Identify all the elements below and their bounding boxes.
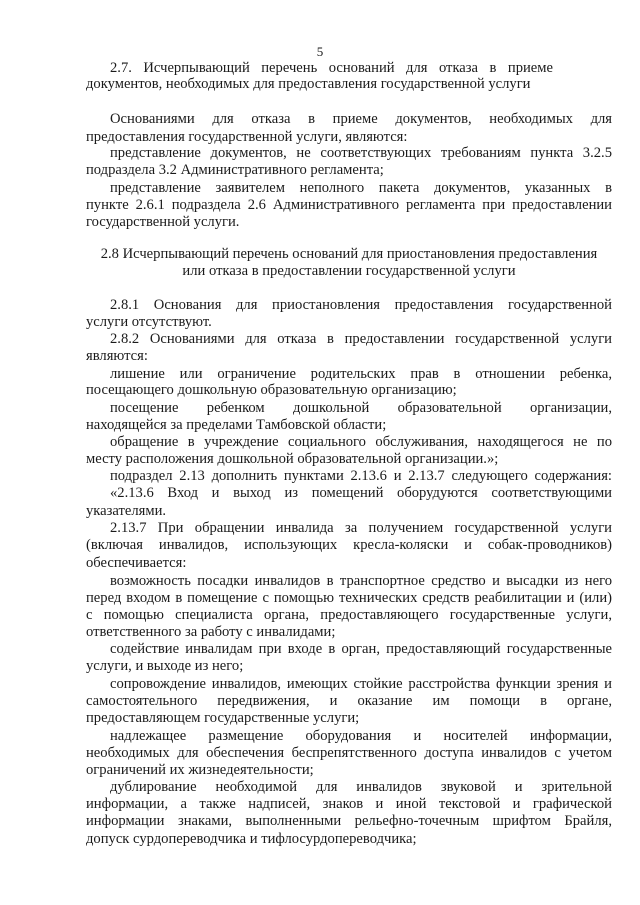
text-line: ответственного за работу с инвалидами; [86,624,336,640]
text-line: информации знаками, выполненными рельефно-точечным шрифтом Брайля, [86,813,612,829]
text-line: 2.8.1 Основания для приостановления предоставления государственной [110,297,612,313]
text-line: информации, а также надписей, знаков и иной текстовой и графической [86,796,612,812]
text-line: 2.7. Исчерпывающий перечень оснований для отказа в приеме [110,60,553,76]
text-line: предоставления государственной услуги, являются: [86,129,408,145]
text-line: самостоятельного передвижения, и оказание им помощи в органе, [86,693,612,709]
text-line: услуги отсутствуют. [86,314,212,330]
text-line: государственной услуги. [86,214,240,230]
text-line: с помощью специалиста органа, предоставляющего государственные услуги, [86,607,612,623]
text-line: обеспечивается: [86,555,187,571]
text-line: Основаниями для отказа в приеме документов, необходимых для [110,111,612,127]
text-line: посещение ребенком дошкольной образовательной организации, [110,400,612,416]
text-line: 2.8.2 Основаниями для отказа в предоставлении государственной услуги [110,331,612,347]
text-line: посещающего дошкольную образовательную организацию; [86,382,457,398]
text-line: подраздела 3.2 Административного регламента; [86,162,384,178]
text-line: пункте 2.6.1 подраздела 2.6 Административного регламента при предоставлении [86,197,612,213]
text-line: или отказа в предоставлении государственной услуги [182,263,516,279]
text-line: предоставляющем государственные услуги; [86,710,360,726]
text-line: находящейся за пределами Тамбовской области; [86,417,387,433]
text-line: необходимых для обеспечения беспрепятственного доступа инвалидов с учетом [86,745,612,761]
text-line: подраздел 2.13 дополнить пунктами 2.13.6 и 2.13.7 следующего содержания: [110,468,612,484]
text-line: ограничений их жизнедеятельности; [86,762,314,778]
page-number: 5 [316,44,324,59]
text-line: обращение в учреждение социального обслуживания, находящегося не по [110,434,612,450]
text-line: перед входом в помещение с помощью технических средств реабилитации и (или) [86,590,612,606]
text-line: лишение или ограничение родительских прав в отношении ребенка, [110,366,612,382]
text-line: являются: [86,348,148,364]
text-line: документов, необходимых для предоставления государственной услуги [86,76,531,92]
text-line: содействие инвалидам при входе в орган, предоставляющий государственные [110,641,612,657]
text-line: дублирование необходимой для инвалидов звуковой и зрительной [110,779,612,795]
text-line: «2.13.6 Вход и выход из помещений оборудуются соответствующими [110,485,612,501]
text-line: 2.8 Исчерпывающий перечень оснований для приостановления предоставления [100,246,598,262]
text-line: надлежащее размещение оборудования и носителей информации, [110,728,612,744]
text-line: месту расположения дошкольной образовательной организации.»; [86,451,499,467]
text-line: указателями. [86,503,167,519]
text-line: представление документов, не соответствующих требованиям пункта 3.2.5 [110,145,612,161]
text-line: сопровождение инвалидов, имеющих стойкие расстройства функции зрения и [110,676,612,692]
text-line: услуги, и выходе из него; [86,658,244,674]
text-line: (включая инвалидов, использующих кресла-коляски и собак-проводников) [86,537,612,553]
text-line: представление заявителем неполного пакета документов, указанных в [110,180,612,196]
text-line: 2.13.7 При обращении инвалида за получением государственной услуги [110,520,612,536]
text-line: допуск сурдопереводчика и тифлосурдопереводчика; [86,831,417,847]
text-line: возможность посадки инвалидов в транспортное средство и высадки из него [110,573,612,589]
